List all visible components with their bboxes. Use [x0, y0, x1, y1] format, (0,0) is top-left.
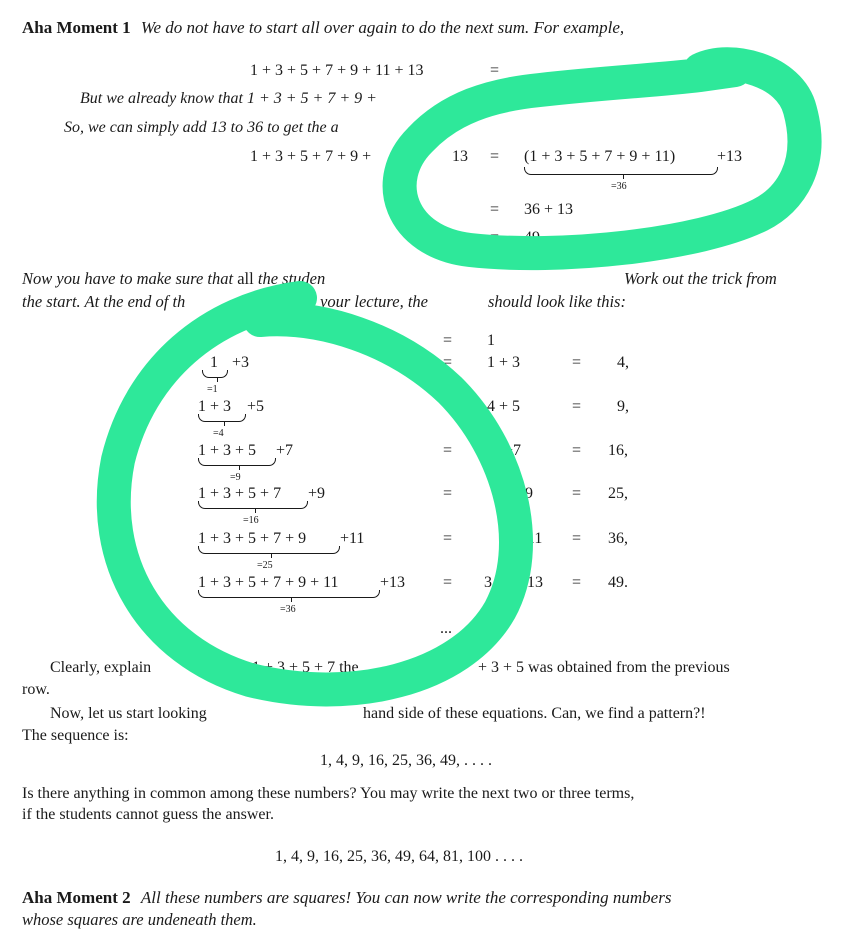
row1-mid: 1 + 3	[487, 354, 521, 371]
row5-mid: 11	[527, 530, 543, 547]
row4-eq1: =	[443, 485, 453, 502]
row6-eq2: =	[572, 574, 582, 591]
now-line2-c: should look like this:	[488, 292, 626, 311]
row6-mid2: 13	[527, 574, 543, 591]
row4-result: 25,	[608, 485, 628, 502]
row4-sub: =16	[243, 515, 259, 526]
now-line1-d: Work out the trick from	[624, 269, 777, 288]
row4-lhs-tail: +9	[308, 485, 326, 502]
pattern-b: hand side of these equations. Can, we find a pattern?!	[363, 705, 706, 722]
row2-lhs-group: 1 + 3	[198, 398, 232, 415]
row3-eq1: =	[443, 442, 453, 459]
row5-eq1: =	[443, 530, 453, 547]
row1-lhs-group: 1	[210, 354, 218, 371]
row6-lhs-tail: +13	[380, 574, 406, 591]
row1-sub: =1	[207, 384, 218, 395]
row1-lhs-tail: +3	[232, 354, 250, 371]
row2-mid: 4 + 5	[487, 398, 521, 415]
row3-eq2: =	[572, 442, 582, 459]
row2-underbrace	[198, 414, 246, 422]
row6-eq1: =	[443, 574, 453, 591]
row0-eq1: =	[443, 332, 453, 349]
sequence2: 1, 4, 9, 16, 25, 36, 49, 64, 81, 100 . . . .	[275, 848, 523, 865]
row3-underbrace	[198, 458, 276, 466]
aha1-paragraph	[22, 18, 624, 38]
row2-eq2: =	[572, 398, 582, 415]
example-line2-sub: =36	[611, 181, 627, 192]
row6-underbrace	[198, 590, 380, 598]
example-line3-eq: =	[490, 201, 500, 218]
example-line1-rhs: 7 + 9 +	[650, 62, 697, 79]
aha2-text-b: whose squares are undeneath them.	[22, 910, 257, 929]
clearly-a: Clearly, explain	[50, 659, 152, 676]
row4-eq2: =	[572, 485, 582, 502]
table-ellipsis: ...	[440, 620, 452, 637]
example-line2-lhs: 1 + 3 + 5 + 7 + 9 +	[250, 148, 372, 165]
example-line2-eq: =	[490, 148, 500, 165]
now-line2-a: the start. At the end of th	[22, 292, 186, 311]
row5-lhs-group: 1 + 3 + 5 + 7 + 9	[198, 530, 307, 547]
example-line2-rhs-tail: +13	[717, 148, 743, 165]
underbrace	[524, 167, 718, 175]
row2-sub: =4	[213, 428, 224, 439]
aha2-line1	[22, 888, 671, 908]
clearly-d: row.	[22, 681, 50, 698]
common-a: Is there anything in common among these numbers? You may write the next two or three terms,	[22, 785, 635, 802]
sequence1: 1, 4, 9, 16, 25, 36, 49, . . . .	[320, 752, 492, 769]
now-line2-b: your lecture, the	[320, 292, 428, 311]
row2-lhs-tail: +5	[247, 398, 265, 415]
aha2-text-a: All these numbers are squares! You can now write the corresponding numbers	[140, 888, 672, 907]
aha2-label: Aha Moment 2	[22, 888, 131, 907]
row4-mid: +9	[516, 485, 534, 502]
row3-sub: =9	[230, 472, 241, 483]
pattern-c: The sequence is:	[22, 727, 129, 744]
row1-underbrace	[202, 370, 228, 378]
row3-mid: +7	[504, 442, 522, 459]
now-line1-b: all	[237, 269, 254, 288]
row6-sub: =36	[280, 604, 296, 615]
row5-result: 36,	[608, 530, 628, 547]
row3-lhs-tail: +7	[276, 442, 294, 459]
example-line4-rhs: 49.	[524, 229, 544, 246]
aha1-text: We do not have to start all over again to do the next sum. For example,	[140, 18, 625, 37]
example-line2-rhs-group: (1 + 3 + 5 + 7 + 9 + 11)	[524, 148, 676, 165]
example-know-tail: 36.	[528, 90, 548, 107]
example-line4-eq: =	[490, 229, 500, 246]
row5-sub: =25	[257, 560, 273, 571]
row3-result: 16,	[608, 442, 628, 459]
row4-underbrace	[198, 501, 308, 509]
aha1-label: Aha Moment 1	[22, 18, 131, 37]
row3-lhs-group: 1 + 3 + 5	[198, 442, 257, 459]
row6-mid: 3	[484, 574, 492, 591]
example-line1-lhs: 1 + 3 + 5 + 7 + 9 + 11 + 13	[250, 62, 424, 79]
common-b: if the students cannot guess the answer.	[22, 806, 274, 823]
example-so-text: So, we can simply add 13 to 36 to get the a	[64, 119, 339, 136]
now-line1-c: the studen	[257, 269, 326, 288]
example-know-text: But we already know that 1 + 3 + 5 + 7 + 9 +	[80, 90, 377, 107]
pattern-a: Now, let us start looking	[50, 705, 207, 722]
example-line1-rhs-tail: 3	[756, 62, 764, 79]
row4-lhs-group: 1 + 3 + 5 + 7	[198, 485, 282, 502]
row1-result: 4,	[617, 354, 629, 371]
row1-eq1: =	[443, 354, 453, 371]
row2-result: 9,	[617, 398, 629, 415]
clearly-c: + 3 + 5 was obtained from the previous	[478, 659, 730, 676]
row6-result: 49.	[608, 574, 628, 591]
example-line1-eq: =	[490, 62, 500, 79]
row5-underbrace	[198, 546, 340, 554]
example-line2-lhs-tail: 13	[452, 148, 468, 165]
clearly-b: 1 + 3 + 5 + 7 the	[252, 659, 359, 676]
row6-lhs-group: 1 + 3 + 5 + 7 + 9 + 11	[198, 574, 339, 591]
now-line1-a: Now you have to make sure that	[22, 269, 234, 288]
row0-mid: 1	[487, 332, 495, 349]
now-line1	[22, 269, 325, 289]
row5-lhs-tail: +11	[340, 530, 365, 547]
row5-eq2: =	[572, 530, 582, 547]
row1-eq2: =	[572, 354, 582, 371]
example-line3-rhs: 36 + 13	[524, 201, 574, 218]
